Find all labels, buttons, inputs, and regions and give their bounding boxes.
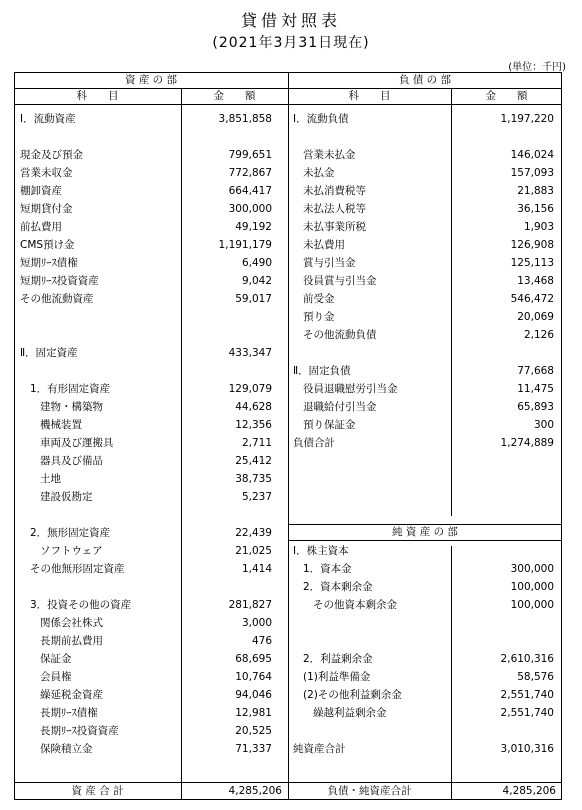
left-row-label: 3．投資その他の資産 [30, 599, 132, 611]
right-row-value: 3,010,316 [500, 743, 554, 755]
right-amount-header: 金 額 [485, 90, 528, 102]
left-row-value: 59,017 [235, 293, 272, 305]
right-row-value: 13,468 [517, 275, 554, 287]
left-row-label: 保証金 [40, 653, 72, 665]
liab-equity-total-label: 負債・純資産合計 [327, 785, 412, 797]
left-row-label: 保険積立金 [40, 743, 93, 755]
left-row-value: 21,025 [235, 545, 272, 557]
equity-section-header: 純 資 産 の 部 [392, 526, 458, 538]
left-row-label: 土地 [40, 473, 61, 485]
right-row-label: (2)その他利益剰余金 [303, 689, 402, 701]
right-row-value: 546,472 [510, 293, 554, 305]
subtitle: (2021年3月31日現在) [212, 35, 370, 51]
assets-total-value: 4,285,206 [228, 785, 282, 797]
right-row-value: 157,093 [510, 167, 554, 179]
right-row-label: 前受金 [303, 293, 335, 305]
left-row-label: 短期ﾘｰｽ投資資産 [20, 275, 99, 287]
left-row-value: 1,191,179 [218, 239, 272, 251]
left-row-label: 車両及び運搬具 [40, 437, 114, 449]
left-row-value: 94,046 [235, 689, 272, 701]
left-row-label: 棚卸資産 [20, 185, 62, 197]
unit-label: (単位：千円) [508, 62, 566, 73]
left-row-label: Ⅱ．固定資産 [20, 347, 78, 359]
left-row-label: その他流動資産 [20, 293, 94, 305]
left-row-value: 22,439 [235, 527, 272, 539]
right-row-label: 未払費用 [303, 239, 345, 251]
left-row-label: Ⅰ．流動資産 [20, 113, 76, 125]
right-row-value: 146,024 [510, 149, 554, 161]
right-row-value: 1,274,889 [500, 437, 554, 449]
assets-section-header: 資 産 の 部 [124, 74, 177, 86]
right-row-value: 2,551,740 [500, 707, 554, 719]
left-row-value: 25,412 [235, 455, 272, 467]
left-row-value: 300,000 [228, 203, 272, 215]
right-row-value: 300 [533, 419, 554, 431]
right-row-label: 1．資本金 [303, 563, 352, 575]
liab-equity-total-value: 4,285,206 [502, 785, 556, 797]
left-row-value: 12,356 [235, 419, 272, 431]
right-row-label: 純資産合計 [293, 743, 346, 755]
left-row-value: 1,414 [241, 563, 272, 575]
right-row-value: 2,610,316 [500, 653, 554, 665]
right-row-label: 役員退職慰労引当金 [303, 383, 398, 395]
liabilities-section-header: 負 債 の 部 [398, 74, 451, 86]
left-row-label: 長期ﾘｰｽ債権 [40, 707, 98, 719]
left-amount-header: 金 額 [213, 90, 256, 102]
left-row-value: 5,237 [241, 491, 272, 503]
right-row-value: 2,126 [523, 329, 554, 341]
left-row-label: 長期前払費用 [40, 635, 103, 647]
right-row-label: 営業未払金 [303, 149, 356, 161]
left-row-value: 68,695 [235, 653, 272, 665]
right-row-label: Ⅰ．流動負債 [293, 113, 349, 125]
left-row-value: 20,525 [235, 725, 272, 737]
center-divider [288, 72, 289, 800]
right-row-label: 2．利益剰余金 [303, 653, 373, 665]
right-row-value: 58,576 [517, 671, 554, 683]
right-row-value: 21,883 [517, 185, 554, 197]
left-row-label: 長期ﾘｰｽ投資資産 [40, 725, 119, 737]
right-row-label: 未払事業所税 [303, 221, 366, 233]
left-row-label: 関係会社株式 [40, 617, 103, 629]
left-row-label: 器具及び備品 [40, 455, 103, 467]
right-row-label: その他資本剰余金 [313, 599, 397, 611]
right-row-label: 預り保証金 [303, 419, 356, 431]
right-row-label: 退職給付引当金 [303, 401, 377, 413]
right-row-value: 77,668 [517, 365, 554, 377]
right-row-value: 2,551,740 [500, 689, 554, 701]
left-row-label: CMS預け金 [20, 239, 75, 251]
left-row-value: 71,337 [235, 743, 272, 755]
left-row-label: 1．有形固定資産 [30, 383, 111, 395]
left-row-label: 2．無形固定資産 [30, 527, 111, 539]
left-row-label: 現金及び預金 [20, 149, 83, 161]
left-row-label: 建設仮勘定 [40, 491, 93, 503]
left-row-value: 281,827 [228, 599, 272, 611]
right-row-label: 役員賞与引当金 [303, 275, 377, 287]
right-row-label: 未払消費税等 [303, 185, 366, 197]
right-row-value: 125,113 [510, 257, 554, 269]
right-row-label: その他流動負債 [303, 329, 377, 341]
right-row-value: 126,908 [510, 239, 554, 251]
column-header-line [14, 104, 562, 105]
right-row-label: 賞与引当金 [303, 257, 356, 269]
left-row-value: 772,867 [228, 167, 272, 179]
left-row-value: 476 [251, 635, 272, 647]
right-row-label: 2．資本剰余金 [303, 581, 373, 593]
left-row-value: 38,735 [235, 473, 272, 485]
right-row-label: 預り金 [303, 311, 335, 323]
left-row-value: 129,079 [228, 383, 272, 395]
assets-total-label: 資 産 合 計 [71, 785, 124, 797]
left-row-label: 会員権 [40, 671, 72, 683]
right-row-value: 100,000 [510, 599, 554, 611]
left-row-value: 664,417 [228, 185, 272, 197]
left-row-value: 2,711 [241, 437, 272, 449]
title: 貸借対照表 [240, 11, 341, 30]
right-row-value: 300,000 [510, 563, 554, 575]
left-item-header: 科 目 [76, 90, 119, 102]
right-row-value: 1,197,220 [500, 113, 554, 125]
right-row-value: 100,000 [510, 581, 554, 593]
right-row-value: 1,903 [523, 221, 554, 233]
left-row-label: 機械装置 [40, 419, 82, 431]
left-row-value: 3,000 [241, 617, 272, 629]
left-row-value: 10,764 [235, 671, 272, 683]
left-row-label: 前払費用 [20, 221, 62, 233]
left-row-label: 短期貸付金 [20, 203, 73, 215]
left-row-label: 営業未収金 [20, 167, 73, 179]
right-row-label: (1)利益準備金 [303, 671, 371, 683]
right-row-value: 20,069 [517, 311, 554, 323]
equity-section-bottom [288, 540, 562, 541]
right-row-label: Ⅱ．固定負債 [293, 365, 351, 377]
right-row-label: 未払金 [303, 167, 335, 179]
left-row-value: 12,981 [235, 707, 272, 719]
left-row-value: 799,651 [228, 149, 272, 161]
left-row-value: 49,192 [235, 221, 272, 233]
right-item-header: 科 目 [348, 90, 391, 102]
left-row-label: 繰延税金資産 [40, 689, 103, 701]
right-row-value: 65,893 [517, 401, 554, 413]
left-row-value: 3,851,858 [218, 113, 272, 125]
right-row-value: 36,156 [517, 203, 554, 215]
right-row-label: 負債合計 [293, 437, 335, 449]
left-row-label: ソフトウェア [40, 545, 103, 557]
right-row-label: 繰越利益剰余金 [313, 707, 387, 719]
left-row-label: 建物・構築物 [40, 401, 103, 413]
left-row-value: 44,628 [235, 401, 272, 413]
left-row-label: 短期ﾘｰｽ債権 [20, 257, 78, 269]
left-row-value: 9,042 [241, 275, 272, 287]
right-row-label: Ⅰ．株主資本 [293, 545, 349, 557]
left-row-label: その他無形固定資産 [30, 563, 125, 575]
right-row-label: 未払法人税等 [303, 203, 366, 215]
left-row-value: 433,347 [228, 347, 272, 359]
right-row-value: 11,475 [517, 383, 554, 395]
left-row-value: 6,490 [241, 257, 272, 269]
